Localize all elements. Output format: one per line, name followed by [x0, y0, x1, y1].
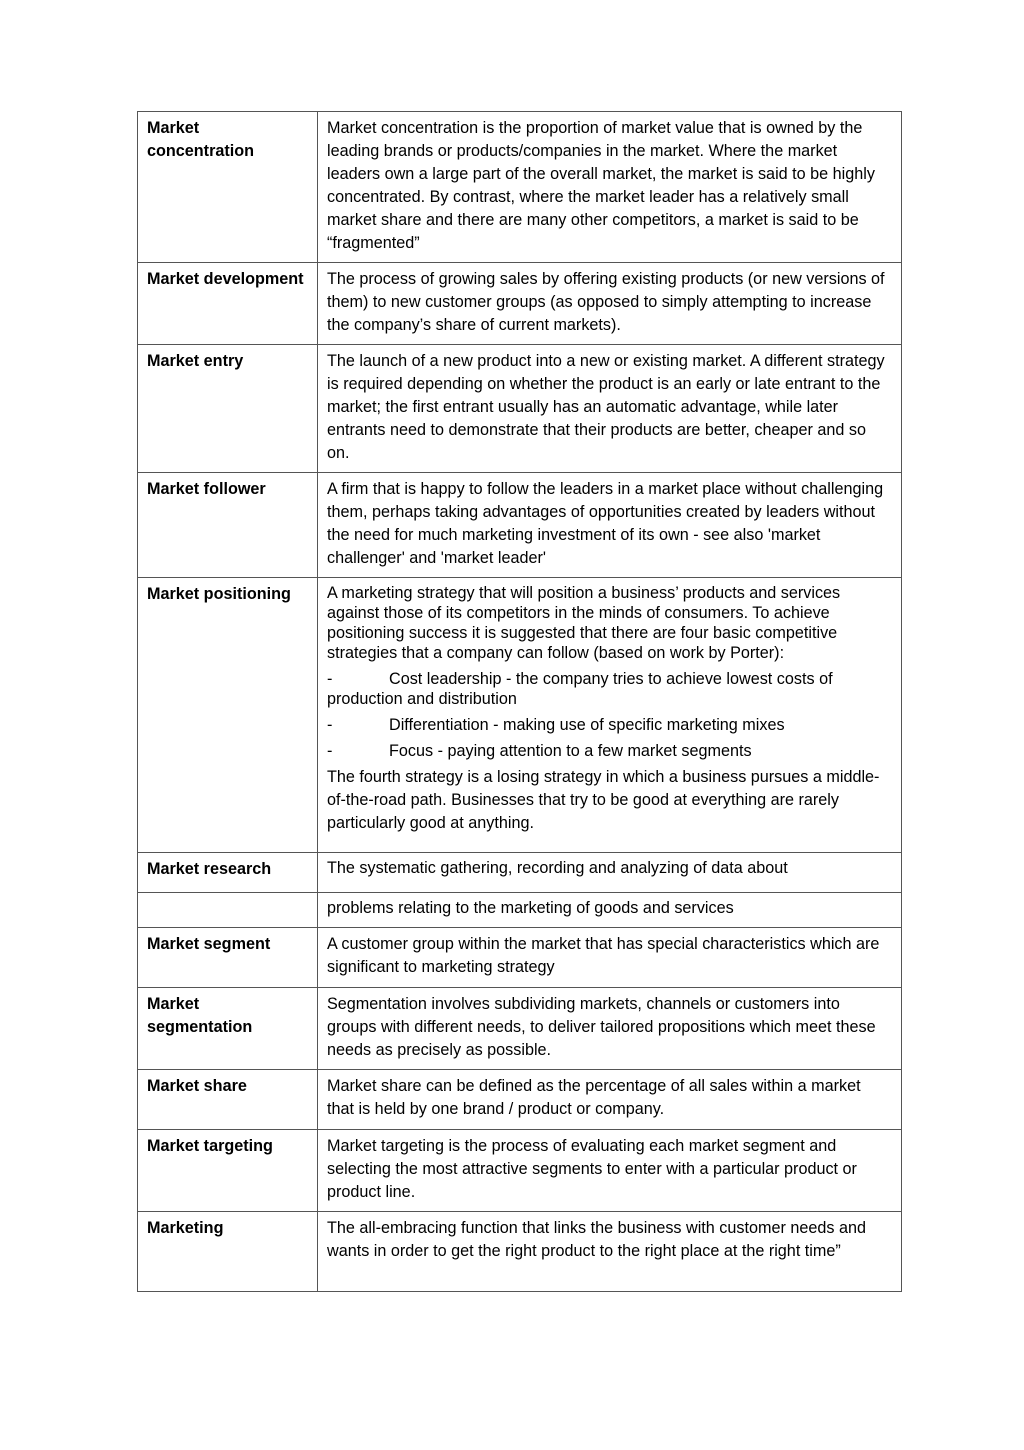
bullet-marker: -	[327, 742, 333, 760]
table-row	[138, 1212, 902, 1292]
term-market-segment: Market segment	[147, 935, 271, 953]
strategy-focus: Focus - paying attention to a few market segments	[389, 742, 752, 760]
definition-market-positioning-outro: The fourth strategy is a losing strategy in which a business pursues a middle-of-the-road path. Businesses that try to be good at everything are rarely particularly good at anything.	[327, 768, 880, 832]
definition-cell	[318, 112, 902, 263]
definition-market-targeting: Market targeting is the process of evaluating each market segment and selecting the most attractive segments to enter with a particular product or product line.	[327, 1137, 857, 1201]
term-cell	[138, 1212, 318, 1292]
table-row	[138, 578, 902, 853]
definition-market-research-continued: problems relating to the marketing of goods and services	[327, 899, 734, 917]
definition-cell	[318, 263, 902, 345]
term-market-development: Market development	[147, 270, 304, 288]
definition-cell	[318, 345, 902, 473]
definition-market-concentration: Market concentration is the proportion of market value that is owned by the leading brands or products/companies in the market. Where the market leaders own a large part of the overall market, the market is said to be highly concentrated. By contrast, where the market leader has a relatively small market share and there are many other competitors, a market is said to be “fragmented”	[327, 119, 875, 252]
definition-market-development: The process of growing sales by offering existing products (or new versions of them) to new customer groups (as opposed to simply attempting to increase the company’s share of current markets).	[327, 270, 885, 334]
term-market-positioning: Market positioning	[147, 585, 291, 603]
strategy-list-item	[327, 669, 892, 709]
term-market-share: Market share	[147, 1077, 247, 1095]
table-row	[138, 112, 902, 263]
term-market-research: Market research	[147, 860, 272, 878]
definition-cell	[318, 928, 902, 988]
definition-cell	[318, 1212, 902, 1292]
term-cell	[138, 112, 318, 263]
definition-market-segmentation: Segmentation involves subdividing markets, channels or customers into groups with different needs, to deliver tailored propositions which meet these needs as precisely as possible.	[327, 995, 876, 1059]
strategy-cost-leadership: Cost leadership - the company tries to achieve lowest costs of production and distribution	[327, 670, 833, 708]
definition-market-follower: A firm that is happy to follow the leaders in a market place without challenging them, perhaps taking advantages of opportunities created by leaders without the need for much marketing investment of its own - see also 'market challenger' and 'market leader'	[327, 480, 884, 567]
term-cell	[138, 1130, 318, 1212]
bullet-marker: -	[327, 670, 333, 688]
strategy-list-item	[327, 741, 892, 761]
definition-marketing: The all-embracing function that links the business with customer needs and wants in order to get the right product to the right place at the right time”	[327, 1219, 866, 1260]
term-cell	[138, 473, 318, 578]
table-row	[138, 893, 902, 928]
definition-market-entry: The launch of a new product into a new or existing market. A different strategy is required depending on whether the product is an early or late entrant to the market; the first entrant usually has an automatic advantage, while later entrants need to demonstrate that their products are better, cheaper and so on.	[327, 352, 885, 462]
bullet-marker: -	[327, 716, 333, 734]
term-cell	[138, 263, 318, 345]
term-cell	[138, 988, 318, 1070]
table-row	[138, 1130, 902, 1212]
glossary-table	[137, 111, 902, 1292]
table-row	[138, 928, 902, 988]
definition-cell	[318, 1130, 902, 1212]
term-market-targeting: Market targeting	[147, 1137, 273, 1155]
definition-cell	[318, 1070, 902, 1130]
table-row	[138, 263, 902, 345]
table-row	[138, 853, 902, 893]
strategy-list-item	[327, 715, 892, 735]
term-cell	[138, 893, 318, 928]
table-row	[138, 988, 902, 1070]
strategy-differentiation: Differentiation - making use of specific marketing mixes	[389, 716, 785, 734]
table-row	[138, 1070, 902, 1130]
definition-market-positioning-intro: A marketing strategy that will position a business’ products and services against those of its competitors in the minds of consumers. To achieve positioning success it is suggested that there are four basic competitive strategies that a company can follow (based on work by Porter):	[327, 584, 841, 662]
term-market-segmentation: Market segmentation	[147, 995, 253, 1036]
term-cell	[138, 345, 318, 473]
definition-market-segment: A customer group within the market that has special characteristics which are significant to marketing strategy	[327, 935, 880, 976]
term-cell	[138, 853, 318, 893]
definition-cell	[318, 893, 902, 928]
term-marketing: Marketing	[147, 1219, 224, 1237]
term-cell	[138, 578, 318, 853]
definition-market-share: Market share can be defined as the percentage of all sales within a market that is held by one brand / product or company.	[327, 1077, 861, 1118]
definition-cell	[318, 988, 902, 1070]
definition-cell	[318, 853, 902, 893]
term-market-concentration: Market concentration	[147, 119, 255, 160]
term-market-entry: Market entry	[147, 352, 244, 370]
definition-cell	[318, 578, 902, 853]
table-row	[138, 345, 902, 473]
definition-cell	[318, 473, 902, 578]
term-cell	[138, 928, 318, 988]
definition-market-research: The systematic gathering, recording and analyzing of data about	[327, 859, 788, 877]
table-row	[138, 473, 902, 578]
term-market-follower: Market follower	[147, 480, 266, 498]
term-cell	[138, 1070, 318, 1130]
